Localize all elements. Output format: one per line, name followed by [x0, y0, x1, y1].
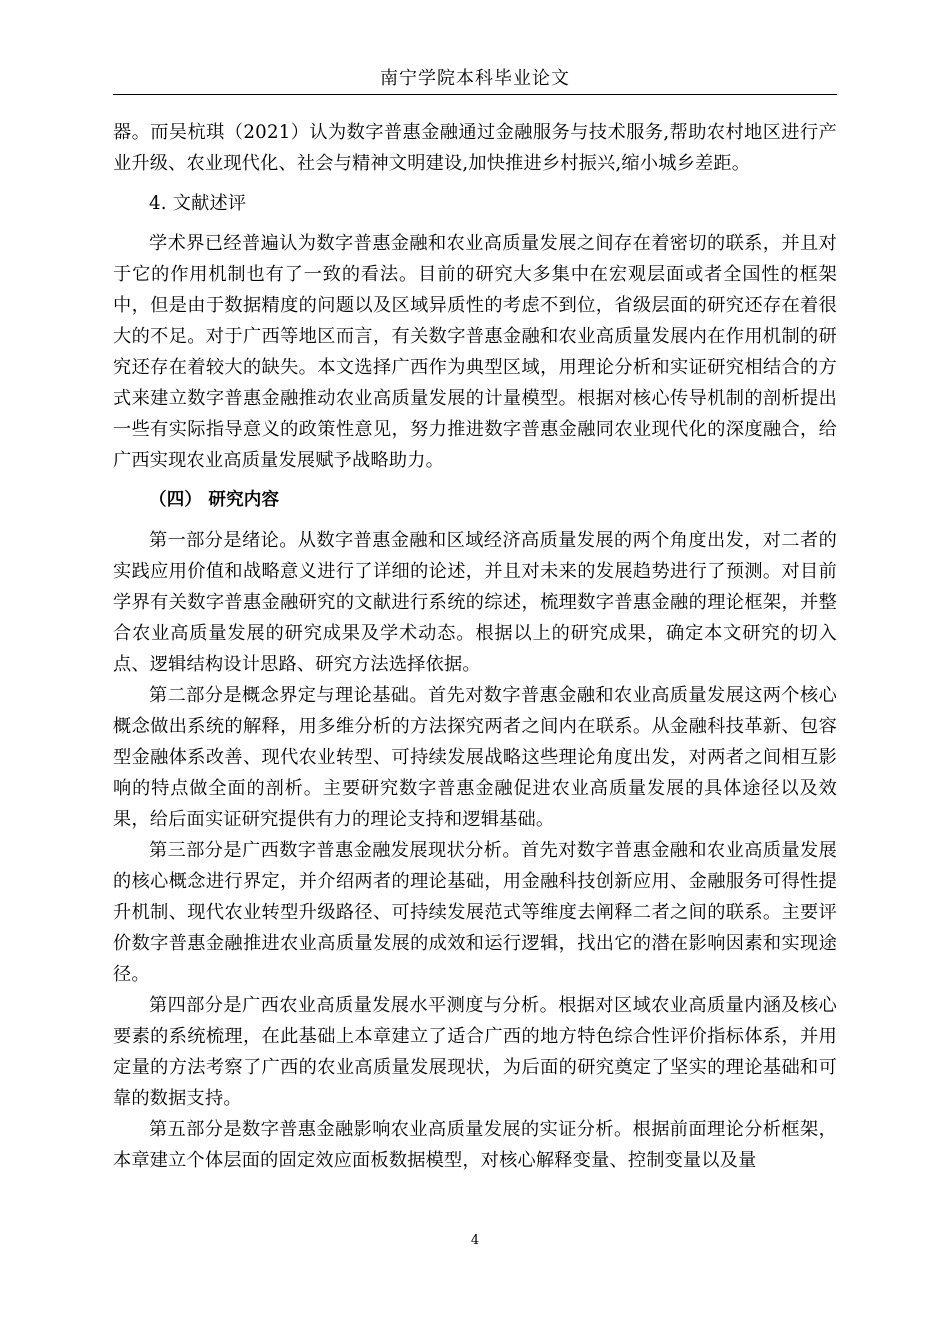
- header-rule: [113, 94, 837, 95]
- page-number: 4: [470, 1233, 480, 1248]
- running-header: 南宁学院本科毕业论文: [380, 68, 570, 89]
- paragraph-literature-review: 学术界已经普遍认为数字普惠金融和农业高质量发展之间存在着密切的联系，并且对于它的作用机制也有了一致的看法。目前的研究大多集中在宏观层面或者全国性的框架中，但是由于数据精度的问题以及区域异质性的考虑不到位，省级层面的研究还存在着很大的不足。对于广西等地区而言，有关数字普惠金融和农业高质量发展内在作用机制的研究还存在着较大的缺失。本文选择广西作为典型区域，用理论分析和实证研究相结合的方式来建立数字普惠金融推动农业高质量发展的计量模型。根据对核心传导机制的剖析提出一些有实际指导意义的政策性意见，努力推进数字普惠金融同农业现代化的深度融合，给广西实现农业高质量发展赋予战略助力。: [113, 233, 837, 471]
- paragraph-part-one: 第一部分是绪论。从数字普惠金融和区域经济高质量发展的两个角度出发，对二者的实践应用价值和战略意义进行了详细的论述，并且对未来的发展趋势进行了预测。对目前学界有关数字普惠金融研究的文献进行系统的综述，梳理数字普惠金融的理论框架，并整合农业高质量发展的研究成果及学术动态。根据以上的研究成果，确定本文研究的切入点、逻辑结构设计思路、研究方法选择依据。: [113, 530, 837, 675]
- paragraph-part-five: 第五部分是数字普惠金融影响农业高质量发展的实证分析。根据前面理论分析框架，本章建立个体层面的固定效应面板数据模型，对核心解释变量、控制变量以及量: [113, 1119, 837, 1171]
- paragraph-continuation: 器。而吴杭琪（2021）认为数字普惠金融通过金融服务与技术服务,帮助农村地区进行产业升级、农业现代化、社会与精神文明建设,加快推进乡村振兴,缩小城乡差距。: [113, 122, 837, 174]
- section-heading-research-content: （四） 研究内容: [149, 490, 280, 510]
- paragraph-part-four: 第四部分是广西农业高质量发展水平测度与分析。根据对区域农业高质量内涵及核心要素的系统梳理，在此基础上本章建立了适合广西的地方特色综合性评价指标体系，并用定量的方法考察了广西的农业高质量发展现状，为后面的研究奠定了坚实的理论基础和可靠的数据支持。: [113, 995, 837, 1109]
- paragraph-part-two: 第二部分是概念界定与理论基础。首先对数字普惠金融和农业高质量发展这两个核心概念做出系统的解释，用多维分析的方法探究两者之间内在联系。从金融科技革新、包容型金融体系改善、现代农业转型、可持续发展战略这些理论角度出发，对两者之间相互影响的特点做全面的剖析。主要研究数字普惠金融促进农业高质量发展的具体途径以及效果，给后面实证研究提供有力的理论支持和逻辑基础。: [113, 685, 837, 830]
- body-text: [113, 117, 837, 1176]
- section-heading-literature-review: 4. 文献述评: [149, 193, 247, 214]
- paragraph-part-three: 第三部分是广西数字普惠金融发展现状分析。首先对数字普惠金融和农业高质量发展的核心概念进行界定，并介绍两者的理论基础，用金融科技创新应用、金融服务可得性提升机制、现代农业转型升级路径、可持续发展范式等维度去阐释二者之间的联系。主要评价数字普惠金融推进农业高质量发展的成效和运行逻辑，找出它的潜在影响因素和实现途径。: [113, 840, 837, 985]
